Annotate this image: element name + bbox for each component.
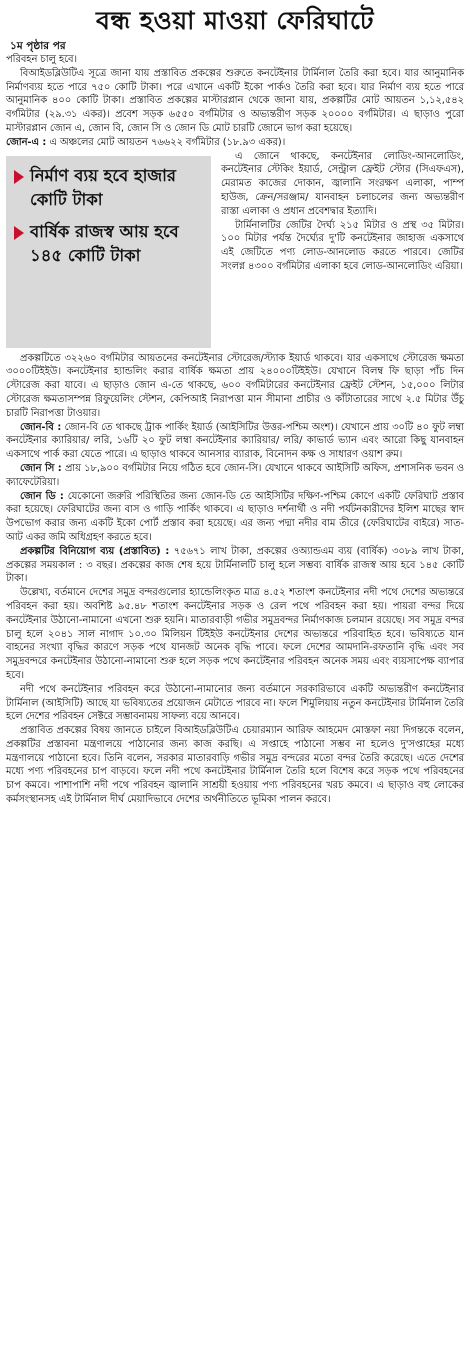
callout-text-cost: নির্মাণ ব্যয় হবে হাজার কোটি টাকা	[30, 165, 176, 209]
zone-c-body: প্রায় ১৮,৯০০ বর্গমিটার নিয়ে গঠিত হবে জোন-সি। যেখানে থাকবে আইসিটি অফিস, প্রশাসনিক ভবন ও ক্যাফেটেরিয়া।	[6, 462, 464, 488]
red-triangle-icon	[14, 226, 24, 240]
callout-item-revenue	[14, 220, 205, 268]
investment-body: ৭৫৬৭১ লাখ টাকা, প্রকল্পের ওঅ্যান্ডএম ব্যয় (বার্ষিক) ৩০৮৯ লাখ টাকা, প্রকল্পের সময়কাল : ৩ বছর। প্রকল্পের কাজ শেষ হয়ে টার্মিনালটি চালু হলে সম্ভব্য বার্ষিক রাজস্ব আয় হবে ১৪৫ কোটি টাকা।	[6, 545, 464, 585]
zone-d-text	[6, 490, 464, 545]
storage-text: প্রকল্পটিতে ৩২২৬০ বর্গমিটার আয়তনের কনটেইনার স্টোরেজ/স্ট্যাক ইয়ার্ড থাকবে। যার একসাথে স্টোরেজ ক্ষমতা ৩০০০টিইইউ। কনটেইনার হ্যান্ডলিং করার বার্ষিক ক্ষমতা প্রায় ২৪০০০টিইইউ। যেখানে বিলম্ব ফি ছাড়া পাঁচ দিন স্টোরেজ করা যাবে। এ ছাড়াও জোন এ-তে থাকছে, ৬০০ বর্গমিটারের কনটেইনার ফ্রেইট স্টেশন, ১৫,০০০ লিটার স্টোরেজ ক্ষমতাসম্পন্ন রিফুয়েলিং স্টেশন, কেপিআই নিরাপত্তা মান সীমানা প্রাচীর ও কাঁটাতারের সাথে ২.৫ মিটার উঁচু চারটি নিরাপত্তা টাওয়ার।	[6, 352, 464, 419]
investment-label: প্রকল্পটির বিনিয়োগ ব্যয় (প্রস্তাবিত) :	[20, 545, 170, 557]
callout-box	[6, 156, 211, 348]
zone-d-body: যেকোনো জরুরি পরিস্থিতির জন্য জোন-ডি তে আইসিটির দক্ষিণ-পশ্চিম কোণে একটি ফেরিঘাট প্রস্তাব করা হয়েছে। ফেরিঘাটের জন্য বাস ও গাড়ি পার্কিং থাকবে। এ ছাড়াও দর্শনার্থী ও নদী পর্যটনকারীদের ইলিশ মাছের স্বাদ উপভোগ করার জন্য একটি ইকো পোর্ট প্রস্তাব করা হয়েছে। এর জন্য পদ্মা নদীর বাম তীরে (ফেরিঘাটের বাইরে) সাত-আট একর জমি অধিগ্রহণ করতে হবে।	[6, 490, 464, 543]
continuation-note: ১ম পৃষ্ঠার পর	[10, 40, 66, 52]
callout-text-revenue: বার্ষিক রাজস্ব আয় হবে ১৪৫ কোটি টাকা	[30, 221, 179, 265]
paragraph-intro: পরিবহন চালু হবে।	[6, 54, 77, 65]
zone-a-heading	[6, 136, 464, 150]
zone-c-text	[6, 462, 464, 490]
zone-b-body: জোন-বি তে থাকছে ট্রাক পার্কিং ইয়ার্ড (আইসিটির উত্তর-পশ্চিম অংশ)। যেখানে প্রায় ৩০টি ৪০ ফুট লম্বা কনটেইনার ক্যারিয়ার/ লরি, ১৬টি ২০ ফুট লম্বা কনটেইনার ক্যারিয়ার/ লরি/ কাভার্ড ভ্যান এবং আরো কিছু যানবাহন একসাথে পার্ক করা যেতে পারে। এ ছাড়াও থাকবে আনসার ব্যারাক, বিনোদন কক্ষ ও সাধারণ ওয়াশ রুম।	[6, 421, 464, 461]
red-triangle-icon	[14, 170, 24, 184]
headline: বন্ধ হওয়া মাওয়া ফেরিঘাটে	[95, 6, 375, 35]
paragraph-project: বিআইডব্লিউটিএ সূত্রে জানা যায় প্রস্তাবিত প্রকল্পের শুরুতে কনটেইনার টার্মিনাল তৈরি করা হবে। যার আনুমানিক নির্মাণব্যয় হতে পারে ৭৫০ কোটি টাকা। পরে এখানে একটি ইকো পার্কও তৈরি করা হবে। যার নির্মাণ ব্যয় হতে পারে আনুমানিক ৪০০ কোটি টাকা। প্রস্তাবিত প্রকল্পের মাস্টারপ্লান থেকে জানা যায়, প্রকল্পটির মোট আয়তন ১,১২,৫৪২ বর্গমিটার (২৯.৩১ একর)। প্রবেশ সড়ক ৬৫৫০ বর্গমিটার ও অভ্যন্তরীণ সড়ক ২০০০০ বর্গমিটার। এ ছাড়াও পুরো মাস্টারপ্লান জোন এ, জোন বি, জোন সি ও জোন ডি মোট চারটি জোনে ভাগ করা হয়েছে।	[6, 67, 464, 134]
river-text: নদী পথে কনটেইনার পরিবহন করে উঠানো-নামানোর জন্য বর্তমানে সরকারিভাবে একটি অভ্যন্তরীণ কনটেইনার টার্মিনাল (আইসিটি) আছে যা ভবিষ্যতের প্রয়োজন মেটাতে পারবে না। ফলে শিমুলিয়ায় নতুন কনটেইনার টার্মিনাল তৈরি হলে দেশের পরিবহন সেক্টরে সম্ভাবনাময় সাফল্য বয়ে আনবে।	[6, 683, 464, 723]
jetty-text: টার্মিনালটির জেটির দৈর্ঘ্য ২১৫ মিটার ও প্রস্থ ৩৫ মিটার। ১০০ মিটার পর্যন্ত দৈর্ঘ্যের দু'টি কনটেইনার জাহাজ একসাথে এই জেটিতে পণ্য লোড-আনলোড করতে পারবে। জেটির সংলগ্ন ৪৩০০ বর্গমিটার এলাকা হবে লোড-আনলোডিং এরিয়া।	[221, 219, 464, 272]
investment-text	[6, 545, 464, 586]
zone-b-label: জোন-বি :	[20, 421, 62, 433]
zone-a-label: জোন-এ :	[6, 136, 47, 148]
callout-wrap	[6, 150, 464, 352]
callout-item-cost	[14, 164, 205, 212]
port-text: উল্লেখ্য, বর্তমানে দেশের সমুদ্র বন্দরগুলোর হ্যান্ডেলিংকৃত মাত্র ৪.৫২ শতাংশ কনটেইনার নদী পথে দেশের অভ্যন্তরে পরিবহন করা হয়। অবশিষ্ট ৯৫.৪৮ শতাংশ কনটেইনার সড়ক ও রেল পথে পরিবহন করা হয়। পায়রা বন্দর দিয়ে কনটেইনার উঠানো-নামানো এখনো শুরু হয়নি। মাতারবাড়ী গভীর সমুদ্রবন্দর নির্মাণকাজ চলমান রয়েছে। সব সমুদ্র বন্দর চালু হলে ২০৪১ সাল নাগাদ ১০.৩০ মিলিয়ন টিইইউ কনটেইনার দেশের অভ্যন্তরে পরিবাহিত হবে। ভবিষ্যতে যান বাহনের সংখ্যা বৃদ্ধির কারণে সড়ক পথে যানজট অনেক বৃদ্ধি পাবে। ফলে দেশের আমদানি-রফতানি বৃদ্ধি এবং সব সমুদ্রবন্দরে কনটেইনার উঠানো-নামানো শুরু হলে সড়ক পথে কনটেইনার পরিবহন অনেক সময় এবং ব্যয়সাপেক্ষ ব্যাপার হবে।	[6, 587, 464, 681]
zone-c-label: জোন সি :	[20, 462, 62, 474]
zone-a-text: এ জোনে থাকছে, কনটেইনার লোডিং-আনলোডিং, কনটেইনার স্টেকিং ইয়ার্ড, সেন্ট্রাল ফ্রেইট স্টোর (সিএফএস), মেরামত কাজের দোকান, জ্বালানি সংরক্ষণ এলাকা, পাম্প হাউজ, ক্রেন/সরঞ্জাম/ যানবাহন চলাচলের জন্য অভ্যন্তরীণ রাস্তা এলাকা ও প্রধান প্রবেশদ্বার ইত্যাদি।	[221, 150, 464, 217]
zone-b-text	[6, 421, 464, 462]
zone-d-label: জোন ডি :	[20, 490, 64, 502]
zone-a-area: এ অঞ্চলের মোট আয়তন ৭৬৬২২ বর্গমিটার (১৮.৯৩ একর)।	[46, 136, 286, 148]
chairman-text: প্রস্তাবিত প্রকল্পের বিষয় জানতে চাইলে বিআইডব্লিউটিএ চেয়ারম্যান আরিফ আহমেদ মোস্তফা নয়া দিগন্তকে বলেন, প্রকল্পটির প্রস্তাবনা মন্ত্রণালয়ে পাঠানোর জন্য কাজ করছি। এ সপ্তাহে পাঠানো সম্ভব না হলেও দু'সপ্তাহের মধ্যে মন্ত্রণালয়ে পাঠানো হবে। তিনি বলেন, সরকার মাতারবাড়ি গভীর সমুদ্র বন্দরের মতো বন্দর তৈরি করেছে। এতে দেশের মধ্যে পণ্য পরিবহনের চাপ বাড়বে। ফলে নদী পথে কনটেইনার টার্মিনাল তৈরি হলে বিশেষ করে সড়ক পথে পরিবহনের চাপ কমবে। পাশাপাশি নদী পথে পরিবহন জ্বালানি সাশ্রয়ী হওয়ায় পণ্য পরিবহনের খরচ কমবে। এ ছাড়াও বহু লোকের কর্মসংস্থানসহ এই টার্মিনাল দীর্ঘ মেয়াদিভাবে দেশের অর্থনীতিতে ভূমিকা পালন করবে।	[6, 725, 464, 806]
